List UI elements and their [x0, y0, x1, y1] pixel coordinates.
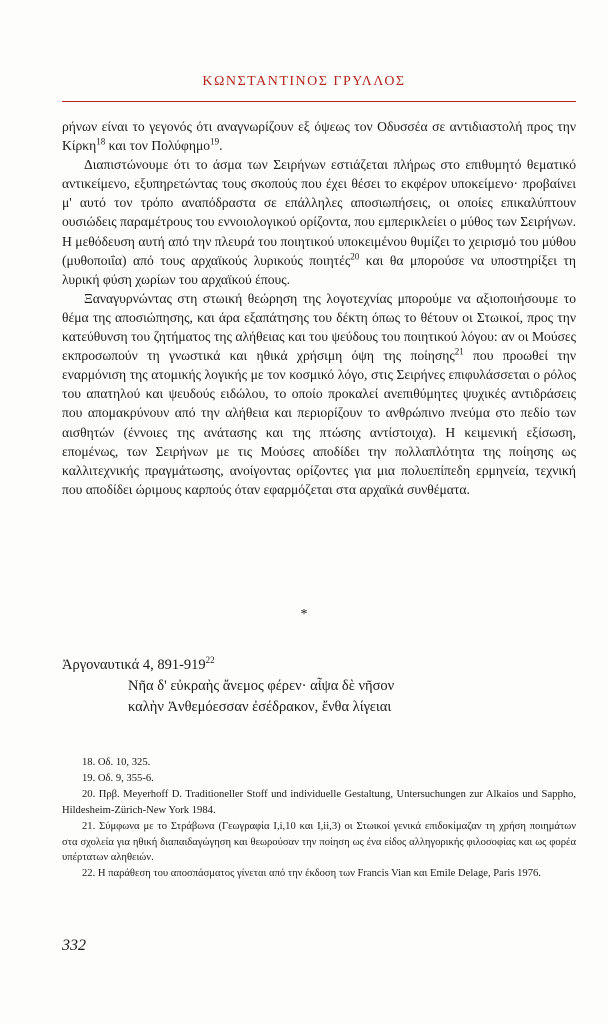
- footnote-ref-21: 21: [454, 346, 464, 357]
- paragraph-2: Διαπιστώνουμε ότι το άσμα των Σειρήνων εστιάζεται πλήρως στο επιθυμητό θεματικό αντικείμενο, εξυπηρετώντας τους σκοπούς που έχει θέσει το εκφέρον υποκείμενο· προβαίνει μ' αυτό τον τρόπο αναπόδραστα σε επάλληλες αποσιωπήσεις, οι οποίες επικαλύπτουν ουσιώδεις παραμέτρους του εννοιολογικού ορίζοντα, που εμπερικλείει ο μύθος των Σειρήνων. Η μεθόδευση αυτή από την πλευρά του ποιητικού υποκειμένου θυμίζει το χειρισμό του μύθου (μυθοποιΐα) από τους αρχαϊκούς λυρικούς ποιητές$^{20}$ και θα μπορούσε να υποστηρίξει τη λυρική φύση χωρίων του αρχαϊκού έπους.: [62, 157, 577, 287]
- verse-quotation: [128, 676, 394, 718]
- footnote-20: 20. Πρβ. Meyerhoff D. Traditioneller Stoff und individuelle Gestaltung, Untersuchungen zur Alkaios und Sappho, Hildesheim-Zürich-New York 1984.: [62, 788, 576, 816]
- page-number: 332: [62, 937, 86, 954]
- verse-title: Ἀργοναυτικά 4, $891-919^{22}$: [62, 655, 215, 673]
- verse-line-1: Νῆα δ' εὐκραὴς ἄνεμος φέρεν· αἶψα δὲ νῆσον: [128, 678, 395, 694]
- main-text: [62, 117, 576, 499]
- footnote-ref-18: 18: [96, 136, 106, 147]
- footnote-18: 18. Οδ. 10, 325.: [82, 757, 151, 768]
- footnote-ref-19: 19: [210, 136, 220, 147]
- header-rule: [62, 101, 576, 102]
- footnote-21: 21. Σύμφωνα με το Στράβωνα (Γεωγραφία I,i,10 και I,ii,3) οι Στωικοί γενικά επιδοκίμαζαν τη χρήση ποιημάτων στα σχολεία για ηθική διαπαιδαγώγηση και θεωρούσαν την ποίηση ως ένα είδος αλληγορικής φιλοσοφίας και ως φορέα υπέρτατων αληθειών.: [62, 820, 576, 864]
- footnotes: [62, 755, 576, 882]
- footnote-ref-22: 22: [205, 655, 215, 665]
- running-header: ΚΩΝΣΤΑΝΤΙΝΟΣ ΓΡΥΛΛΟΣ: [202, 74, 406, 89]
- paragraph-3: Ξαναγυρνώντας στη στωική θεώρηση της λογοτεχνίας μπορούμε να αξιοποιήσουμε το θέμα της αποσιώπησης, και άρα εξαπάτησης του δέκτη όπως το θέτουν οι Στωικοί, προς την κατεύθυνση του ζητήματος της αλήθειας και του ψεύδους του ποιητικού λόγου: αν οι Μούσες εκπροσωπούν τη γνωστικά και ηθικά χρήσιμη όψη της ποίησης$^{21}$ που προωθεί την εναρμόνιση της ατομικής λογικής με τον κοσμικό λόγο, στις Σειρήνες επιφυλάσσεται ο ρόλος του απατηλού και ψευδούς ειδώλου, το οποίο προκαλεί ανεπιθύμητες ψυχικές αντιδράσεις που απομακρύνουν από την αλήθεια και περιορίζουν το ανθρώπινο πνεύμα στο πεδίο των αισθητών (έννοιες της ανάτασης και της πτώσης αντίστοιχα). Η κειμενική εξίσωση, επομένως, των Σειρήνων με τις Μούσες αποδίδει την πολλαπλότητα της ποίησης ως καλλιτεχνικής πραγμάτωσης, ανοίγοντας ορίζοντες για μια πολυεπίπεδη ερμηνεία, τεχνική που αποδίδει ώριμους καρπούς όταν εφαρμόζεται στα αρχαϊκά συνθέματα.: [62, 290, 576, 497]
- verse-line-2: καλὴν Ἀνθεμόεσσαν ἐσέδρακον, ἔνθα λίγειαι: [128, 699, 392, 715]
- section-separator: *: [300, 607, 308, 622]
- footnote-22: 22. Η παράθεση του αποσπάσματος γίνεται από την έκδοση των Francis Vian και Emile Delage, Paris 1976.: [82, 868, 541, 880]
- footnote-19: 19. Οδ. 9, 355-6.: [82, 772, 154, 784]
- footnote-ref-20: 20: [350, 251, 360, 262]
- paragraph-1: ρήνων είναι το γεγονός ότι αναγνωρίζουν εξ όψεως τον Οδυσσέα σε αντιδιαστολή προς την Κίρκη$^{18}$ και τον Πολύφημο$^{19}$.: [62, 119, 576, 154]
